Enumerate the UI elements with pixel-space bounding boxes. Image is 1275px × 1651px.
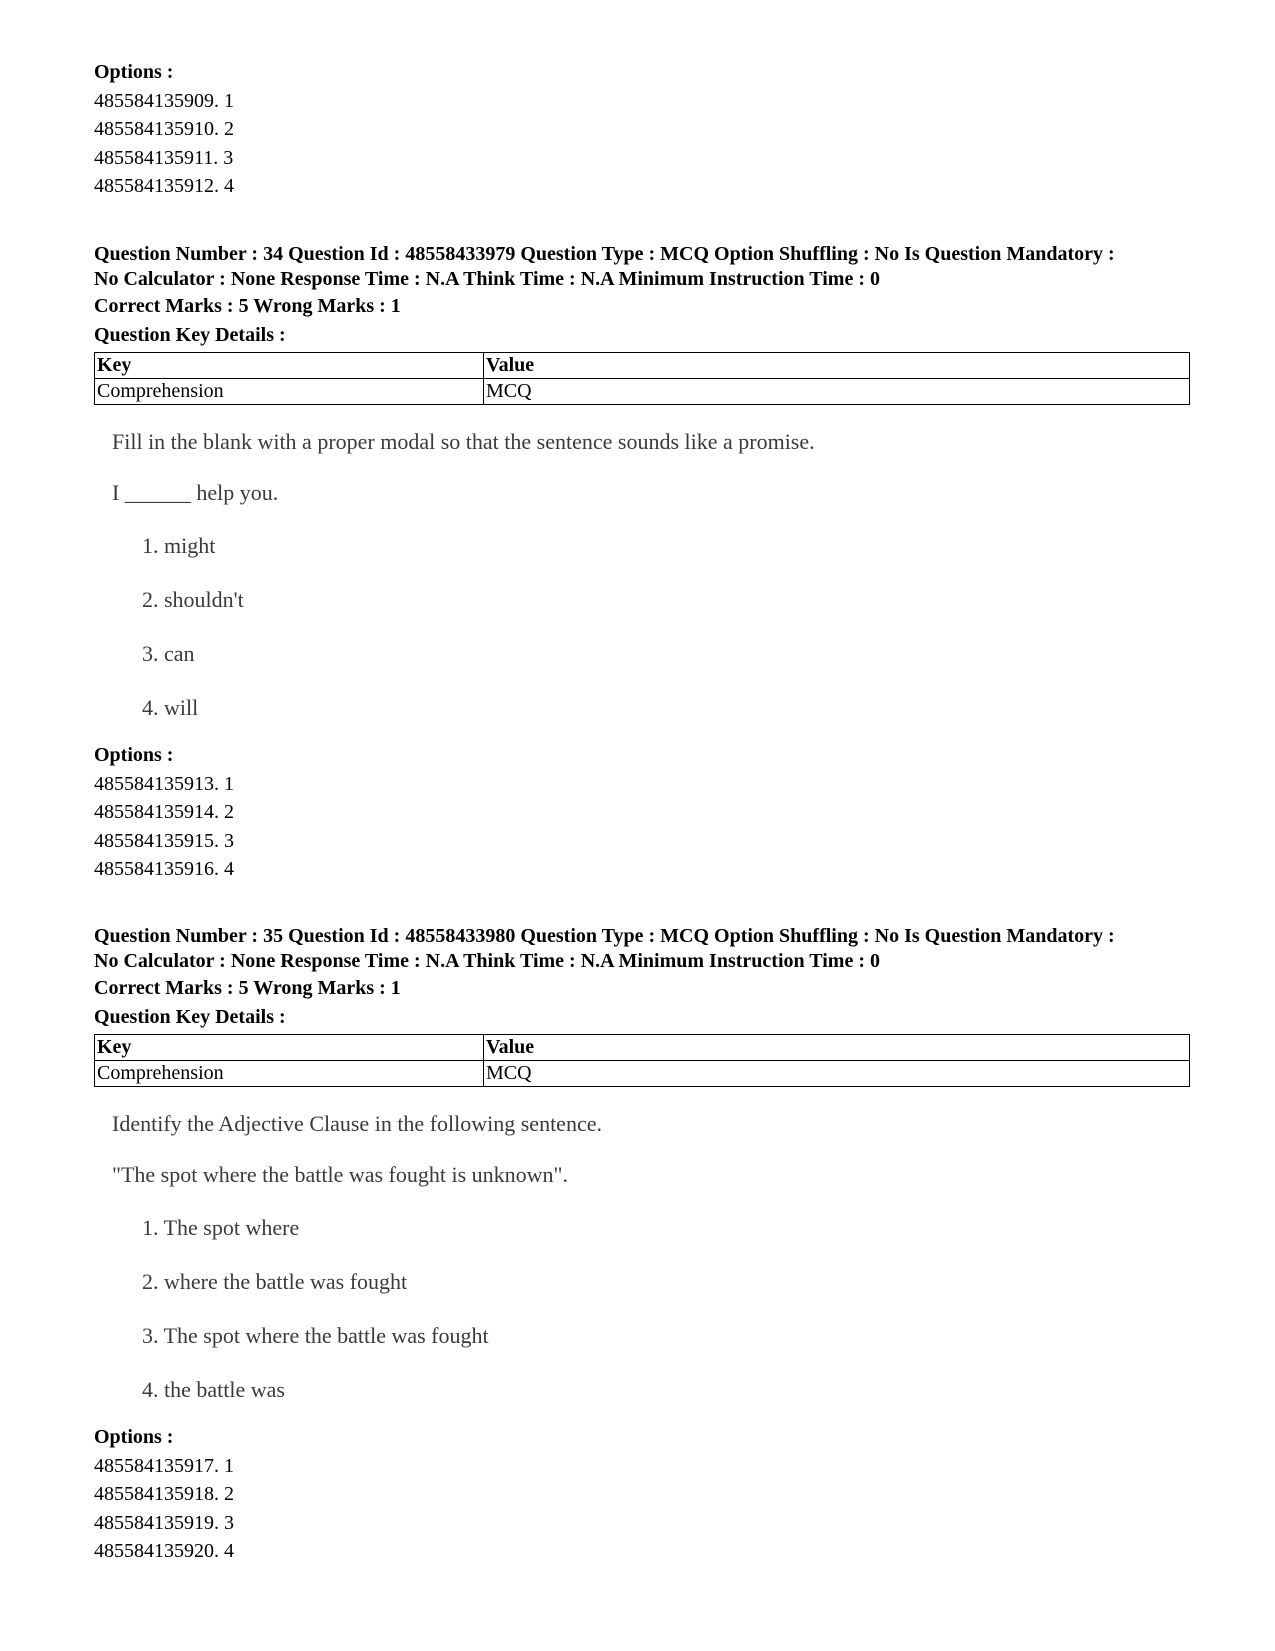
- question-35-options-block: [94, 1423, 234, 1566]
- question-meta-line: Question Number : 34 Question Id : 48558433979 Question Type : MCQ Option Shuffling : No Is Question Mandatory :: [94, 243, 1115, 265]
- options-label: Options :: [94, 1426, 174, 1448]
- question-meta-line: No Calculator : None Response Time : N.A Think Time : N.A Minimum Instruction Time : 0: [94, 949, 880, 972]
- table-header-row: [95, 1035, 1190, 1061]
- option-id: 485584135912. 4: [94, 175, 234, 197]
- question-34-options-block: [94, 741, 234, 884]
- options-label: Options :: [94, 61, 174, 83]
- option-id: 485584135910. 2: [94, 118, 234, 140]
- option-id: 485584135913. 1: [94, 772, 234, 795]
- question-sentence: "The spot where the battle was fought is unknown".: [112, 1162, 569, 1187]
- table-cell-value: MCQ: [484, 379, 1190, 405]
- table-row: [95, 1061, 1190, 1087]
- table-row: [95, 379, 1190, 405]
- question-35-content: [94, 1107, 1094, 1402]
- option-id: 485584135920. 4: [94, 1540, 234, 1562]
- table-header-key: Key: [95, 353, 484, 379]
- table-header-key: Key: [95, 1035, 484, 1061]
- table-cell-value: MCQ: [484, 1061, 1190, 1087]
- key-details-label: Question Key Details :: [94, 1005, 286, 1028]
- question-choice: 4. the battle was: [142, 1377, 285, 1402]
- question-choice: 3. The spot where the battle was fought: [142, 1323, 489, 1348]
- question-meta-line: No Calculator : None Response Time : N.A Think Time : N.A Minimum Instruction Time : 0: [94, 267, 880, 290]
- option-id: 485584135918. 2: [94, 1483, 234, 1505]
- question-choice: 2. where the battle was fought: [142, 1269, 408, 1294]
- question-choice: 4. will: [142, 695, 199, 720]
- question-choice: 2. shouldn't: [142, 587, 244, 612]
- options-label: Options :: [94, 744, 174, 766]
- question-choice: 1. might: [142, 533, 216, 558]
- question-34-meta: [94, 242, 1115, 291]
- option-id: 485584135909. 1: [94, 89, 234, 112]
- option-id: 485584135916. 4: [94, 858, 234, 880]
- question-sentence: I ______ help you.: [112, 480, 279, 505]
- key-details-label: Question Key Details :: [94, 323, 286, 346]
- option-id: 485584135915. 3: [94, 829, 234, 852]
- option-id: 485584135914. 2: [94, 801, 234, 823]
- question-34-marks-block: [94, 292, 401, 349]
- question-choice: 3. can: [142, 641, 195, 666]
- question-34-content: [94, 425, 1094, 720]
- option-id: 485584135911. 3: [94, 146, 234, 169]
- question-meta-line: Question Number : 35 Question Id : 48558433980 Question Type : MCQ Option Shuffling : No Is Question Mandatory :: [94, 925, 1115, 947]
- option-id: 485584135919. 3: [94, 1511, 234, 1534]
- table-cell-key: Comprehension: [95, 379, 484, 405]
- question-stem: Fill in the blank with a proper modal so that the sentence sounds like a promise.: [112, 429, 815, 454]
- marks-line: Correct Marks : 5 Wrong Marks : 1: [94, 977, 401, 999]
- question-35-meta: [94, 924, 1115, 973]
- question-choice: 1. The spot where: [142, 1215, 300, 1240]
- top-options-block: [94, 58, 234, 201]
- table-header-value: Value: [484, 1035, 1190, 1061]
- table-header-value: Value: [484, 353, 1190, 379]
- question-35-key-table: [94, 1034, 1190, 1087]
- option-id: 485584135917. 1: [94, 1454, 234, 1477]
- marks-line: Correct Marks : 5 Wrong Marks : 1: [94, 295, 401, 317]
- question-34-key-table: [94, 352, 1190, 405]
- question-stem: Identify the Adjective Clause in the following sentence.: [112, 1111, 602, 1136]
- table-header-row: [95, 353, 1190, 379]
- table-cell-key: Comprehension: [95, 1061, 484, 1087]
- question-35-marks-block: [94, 974, 401, 1031]
